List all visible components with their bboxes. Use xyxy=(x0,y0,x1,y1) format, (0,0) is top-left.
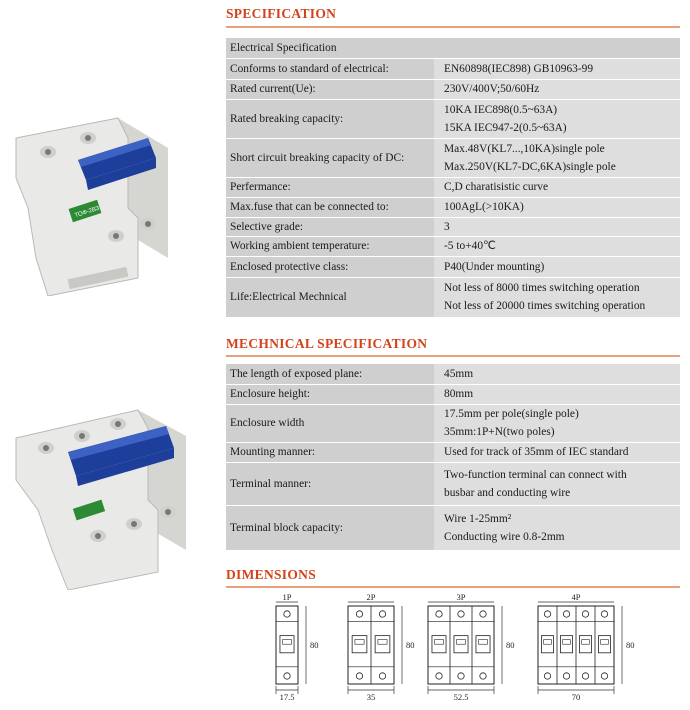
dimensions-title: DIMENSIONS xyxy=(226,567,317,582)
row-value-line: -5 to+40℃ xyxy=(444,240,496,252)
row-label: Terminal block capacity: xyxy=(226,505,434,550)
row-value-line: P40(Under mounting) xyxy=(444,260,545,273)
breaker-outline xyxy=(276,606,298,684)
breaker-3p-image-top xyxy=(8,108,176,296)
row-value xyxy=(434,217,680,236)
row-value-line: 100AgL(>10KA) xyxy=(444,201,524,213)
width-label: 52.5 xyxy=(453,692,469,702)
row-label: Working ambient temperature: xyxy=(226,236,434,256)
table-header-row xyxy=(226,38,680,58)
row-value xyxy=(434,505,680,550)
row-value-line: 35mm:1P+N(two poles) xyxy=(444,426,555,438)
row-value xyxy=(434,277,680,317)
table-row xyxy=(226,197,680,217)
width-label: 70 xyxy=(571,692,581,702)
table-row xyxy=(226,462,680,505)
row-label: Short circuit breaking capacity of DC: xyxy=(226,138,434,177)
row-label: Max.fuse that can be connected to: xyxy=(226,197,434,217)
table-header-cell: Electrical Specification xyxy=(226,38,680,58)
row-value xyxy=(434,177,680,197)
pole-label: 2P xyxy=(366,592,376,602)
brand-label: ТОФ-2ВЗ xyxy=(74,205,101,220)
mechnical-rows xyxy=(226,364,680,550)
height-label: 80 xyxy=(506,640,515,650)
row-value xyxy=(434,79,680,99)
row-value-line: Two-function terminal can connect with xyxy=(444,468,627,481)
row-label: Life:Electrical Mechnical xyxy=(226,277,434,317)
table-row xyxy=(226,505,680,550)
row-value xyxy=(434,442,680,462)
specification-title: SPECIFICATION xyxy=(226,6,337,21)
row-label: Enclosed protective class: xyxy=(226,256,434,277)
table-row xyxy=(226,236,680,256)
row-label: Conforms to standard of electrical: xyxy=(226,58,434,79)
row-value xyxy=(434,256,680,277)
row-value-line: EN60898(IEC898) GB10963-99 xyxy=(444,62,594,75)
row-value xyxy=(434,138,680,177)
mechnical-table xyxy=(226,364,680,551)
width-label: 17.5 xyxy=(279,692,295,702)
row-value-line: busbar and conducting wire xyxy=(444,486,571,499)
row-label: Selective grade: xyxy=(226,217,434,236)
table-row xyxy=(226,404,680,442)
mechnical-title: MECHNICAL SPECIFICATION xyxy=(226,336,428,351)
row-value-line: Max.48V(KL7...,10KA)single pole xyxy=(444,142,605,155)
table-row xyxy=(226,79,680,99)
dimension-drawings xyxy=(268,590,680,702)
height-label: 80 xyxy=(406,640,415,650)
row-value-line: Wire 1-25mm² xyxy=(444,512,512,525)
dimensions-title-rule xyxy=(226,586,680,588)
row-label: Enclosure width xyxy=(226,404,434,442)
row-value xyxy=(434,99,680,138)
row-value xyxy=(434,462,680,505)
row-label: Mounting manner: xyxy=(226,442,434,462)
pole-label: 4P xyxy=(571,592,581,602)
table-row xyxy=(226,217,680,236)
specification-title-rule xyxy=(226,26,680,28)
table-row xyxy=(226,177,680,197)
row-label: Terminal manner: xyxy=(226,462,434,505)
row-value-line: 15KA IEC947-2(0.5~63A) xyxy=(444,121,567,134)
row-value-line: Used for track of 35mm of IEC standard xyxy=(444,446,629,458)
specification-rows xyxy=(226,58,680,317)
row-value-line: Not less of 20000 times switching operation xyxy=(444,300,646,312)
table-row xyxy=(226,384,680,404)
row-value-line: 3 xyxy=(444,220,450,233)
row-value-line: Max.250V(KL7-DC,6KA)single pole xyxy=(444,160,616,173)
row-value-line: 45mm xyxy=(444,367,474,380)
row-label: Perfermance: xyxy=(226,177,434,197)
height-label: 80 xyxy=(626,640,635,650)
row-value-line: 80mm xyxy=(444,388,474,400)
pole-label: 1P xyxy=(282,592,292,602)
table-row xyxy=(226,442,680,462)
row-label: The length of exposed plane: xyxy=(226,364,434,384)
breaker-3p-image-bottom xyxy=(8,400,194,590)
table-row xyxy=(226,138,680,177)
row-value-line: 230V/400V;50/60Hz xyxy=(444,83,540,95)
row-label: Rated current(Ue): xyxy=(226,79,434,99)
table-row xyxy=(226,99,680,138)
breaker-outline xyxy=(428,606,494,684)
row-value-line: Not less of 8000 times switching operation xyxy=(444,282,640,294)
row-value-line: 10KA IEC898(0.5~63A) xyxy=(444,103,558,116)
table-row xyxy=(226,256,680,277)
row-value xyxy=(434,384,680,404)
specification-table xyxy=(226,38,680,318)
row-value xyxy=(434,404,680,442)
row-value xyxy=(434,236,680,256)
row-value-line: 17.5mm per pole(single pole) xyxy=(444,408,579,420)
table-row xyxy=(226,58,680,79)
row-value xyxy=(434,58,680,79)
table-row xyxy=(226,364,680,384)
row-value-line: C,D charatisistic curve xyxy=(444,181,549,193)
height-label: 80 xyxy=(310,640,319,650)
pole-label: 3P xyxy=(456,592,466,602)
row-value xyxy=(434,364,680,384)
mechnical-title-rule xyxy=(226,355,680,357)
row-label: Rated breaking capacity: xyxy=(226,99,434,138)
table-row xyxy=(226,277,680,317)
width-label: 35 xyxy=(366,692,376,702)
row-value xyxy=(434,197,680,217)
row-value-line: Conducting wire 0.8-2mm xyxy=(444,530,565,543)
row-label: Enclosure height: xyxy=(226,384,434,404)
